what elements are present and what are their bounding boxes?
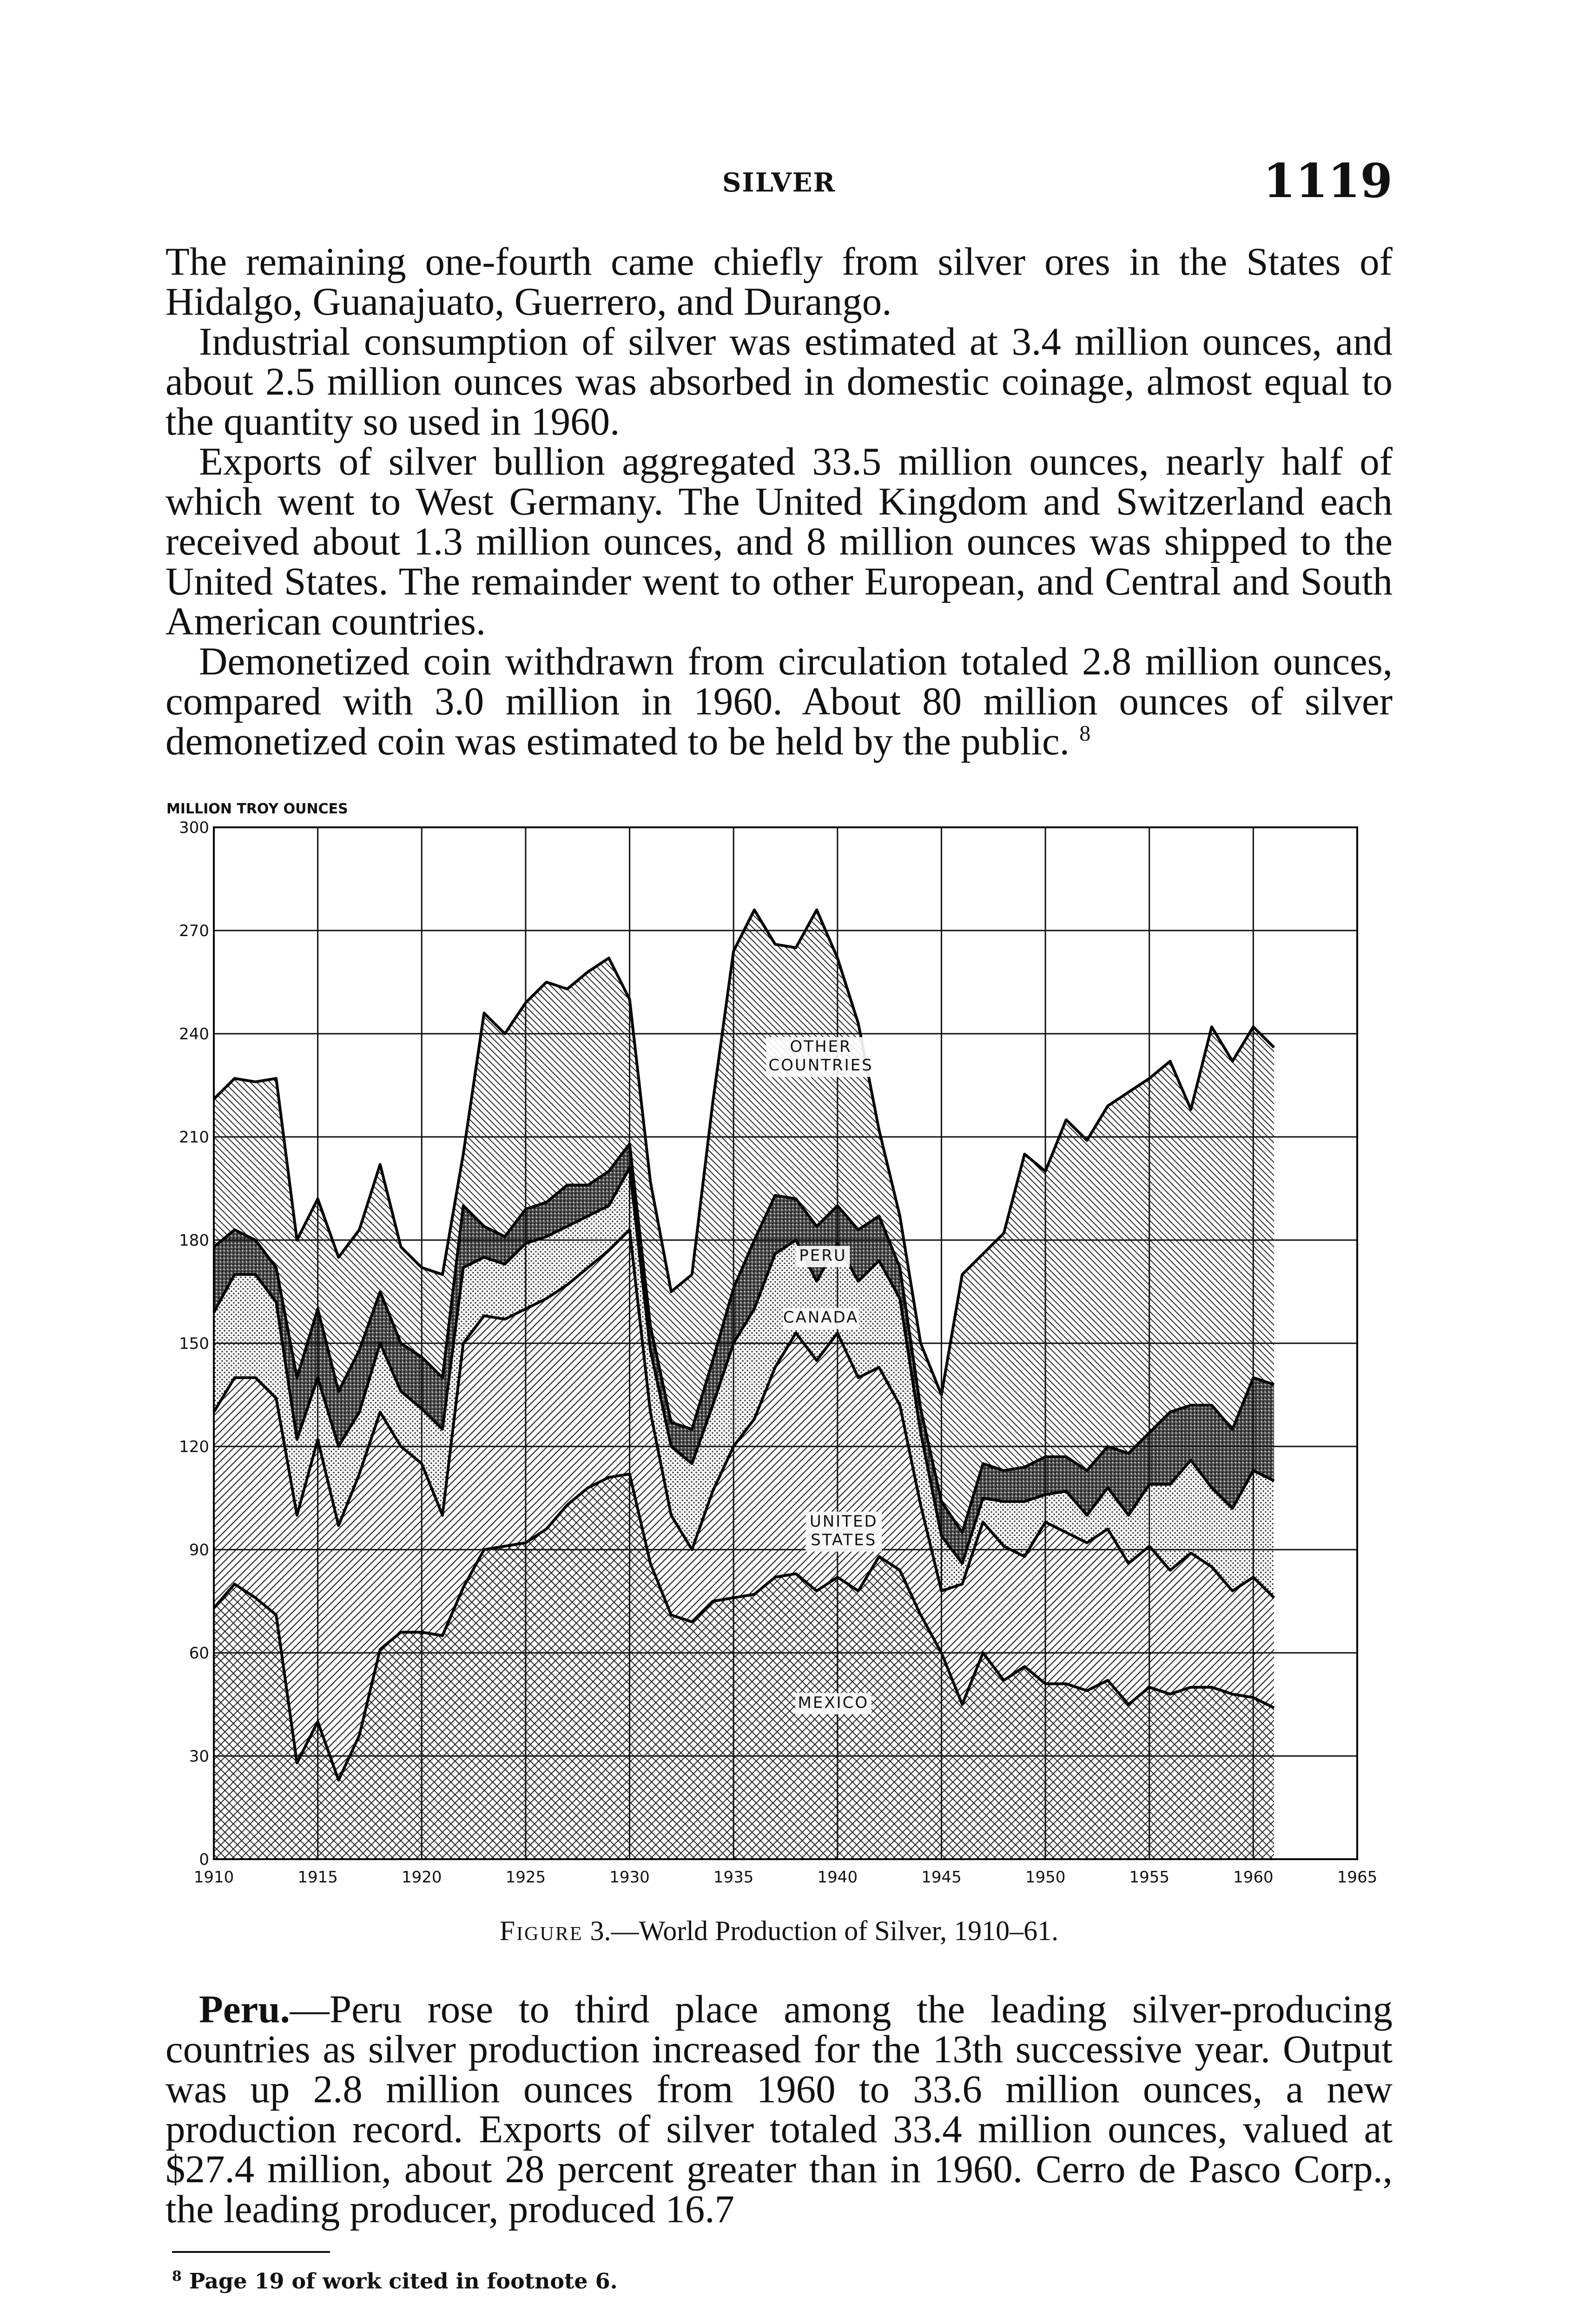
paragraph: Industrial consumption of silver was estimated at 3.4 million ounces, and about 2.5 million ounces was absorbed in domestic coinage, almost equal to the quantity so used in 1960. <box>165 320 1393 443</box>
section-lead: Peru. <box>199 1987 290 2031</box>
y-tick-label: 270 <box>179 922 209 940</box>
footnote-mark: 8 <box>172 2268 182 2284</box>
figure-label: Figure <box>499 1915 583 1946</box>
paragraph-text: Demonetized coin withdrawn from circulation totaled 2.8 million ounces, compared with 3.0 million in 1960. About 80 million ounces of silver demonetized coin was estimated to be held by the public. <box>165 640 1393 763</box>
y-tick-label: 210 <box>179 1128 209 1147</box>
x-tick-label: 1960 <box>1233 1868 1274 1887</box>
y-axis-label: MILLION TROY OUNCES <box>166 801 348 817</box>
series-label-other-countries: COUNTRIES <box>768 1056 873 1075</box>
footnote-text: Page 19 of work cited in footnote 6. <box>189 2268 618 2294</box>
y-tick-label: 300 <box>179 819 209 837</box>
figure-caption <box>165 1915 1393 1947</box>
x-tick-label: 1935 <box>713 1868 754 1887</box>
figure <box>158 795 1394 1934</box>
footnote-reference: 8 <box>1079 721 1091 746</box>
page-header <box>165 153 1393 218</box>
y-tick-label: 90 <box>189 1541 209 1559</box>
series-label-peru: PERU <box>799 1246 847 1265</box>
paragraph: Exports of silver bullion aggregated 33.5 million ounces, nearly half of which went to West Germany. The United Kingdom and Switzerland each received about 1.3 million ounces, and 8 million ounces was shipped to the United States. The remainder went to other European, and Central and South American countries. <box>165 440 1393 643</box>
y-tick-label: 30 <box>189 1747 209 1766</box>
y-tick-label: 60 <box>189 1644 209 1663</box>
x-tick-label: 1950 <box>1025 1868 1066 1887</box>
x-tick-label: 1910 <box>193 1868 234 1887</box>
y-tick-label: 150 <box>179 1334 209 1353</box>
y-tick-label: 240 <box>179 1025 209 1043</box>
area-layers <box>214 910 1274 1859</box>
x-tick-label: 1965 <box>1337 1868 1378 1887</box>
y-tick-label: 0 <box>199 1850 209 1869</box>
silver-production-chart <box>158 795 1394 1934</box>
paragraph <box>165 1989 1393 2229</box>
series-label-canada: CANADA <box>783 1308 859 1327</box>
x-tick-label: 1915 <box>297 1868 338 1887</box>
x-tick-label: 1940 <box>817 1868 858 1887</box>
x-tick-label: 1920 <box>402 1868 442 1887</box>
y-tick-label: 120 <box>179 1438 209 1456</box>
x-tick-label: 1955 <box>1129 1868 1169 1887</box>
x-tick-label: 1925 <box>505 1868 546 1887</box>
paragraph: The remaining one-fourth came chiefly from silver ores in the States of Hidalgo, Guanajuato, Guerrero, and Durango. <box>165 240 1393 324</box>
paragraph <box>165 641 1393 761</box>
footnote-rule <box>172 2251 330 2253</box>
caption-text: 3.—World Production of Silver, 1910–61. <box>590 1915 1059 1946</box>
y-tick-label: 180 <box>179 1231 209 1250</box>
series-label-united-states: STATES <box>811 1531 877 1550</box>
body-text-bottom <box>165 1989 1393 2229</box>
series-label-mexico: MEXICO <box>798 1693 869 1712</box>
x-tick-label: 1945 <box>921 1868 962 1887</box>
running-head: SILVER <box>722 167 836 198</box>
series-label-other-countries: OTHER <box>790 1037 852 1056</box>
paragraph-text: —Peru rose to third place among the leading silver-producing countries as silver production increased for the 13th successive year. Output was up 2.8 million ounces from 1960 to 33.6 million ounces, a new production record. Exports of silver totaled 33.4 million ounces, valued at $27.4 million, about 28 percent greater than in 1960. Cerro de Pasco Corp., the leading producer, produced 16.7 <box>165 1987 1393 2231</box>
page-number: 1119 <box>1263 153 1393 208</box>
footnote <box>172 2268 618 2293</box>
body-text-top <box>165 242 1393 761</box>
series-label-united-states: UNITED <box>809 1512 878 1531</box>
x-tick-label: 1930 <box>609 1868 650 1887</box>
